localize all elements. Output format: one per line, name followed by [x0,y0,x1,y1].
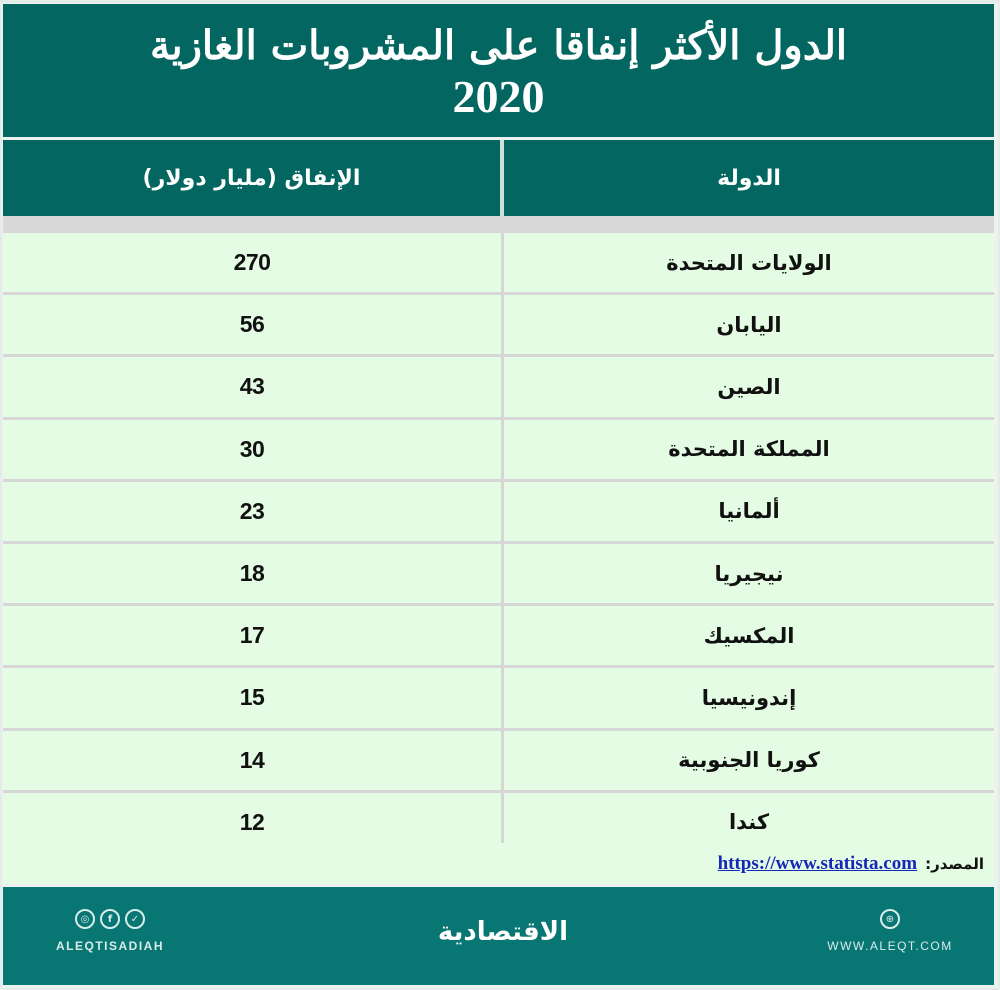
table-row [3,420,994,482]
country-cell: كندا [728,810,770,835]
spending-cell: 12 [239,808,265,835]
table-row [3,544,994,606]
table-header [3,140,994,216]
spending-cell: 14 [239,746,265,773]
spending-cell: 56 [239,311,265,338]
country-cell: كوريا الجنوبية [678,748,820,773]
website-block [815,909,965,953]
table-row [3,295,994,357]
country-cell: إندونيسيا [701,685,797,710]
social-handle: ALEQTISADIAH [56,939,164,953]
brand-logo: الاقتصادية [437,917,569,947]
country-cell: الولايات المتحدة [666,250,832,275]
spending-cell: 30 [239,435,265,462]
table-body [3,233,994,855]
website-url: WWW.ALEQT.COM [827,939,953,953]
spending-cell: 43 [239,373,265,400]
spending-cell: 270 [233,249,271,276]
spending-cell: 15 [239,684,265,711]
title-year: 2020 [452,70,545,122]
facebook-icon[interactable]: f [100,909,120,929]
spending-cell: 23 [239,497,265,524]
country-cell: الصين [717,374,781,399]
country-cell: المكسيك [703,623,795,648]
column-header-spending: الإنفاق (مليار دولار) [3,140,500,216]
country-cell: ألمانيا [718,499,780,524]
table-row [3,357,994,419]
country-cell: المملكة المتحدة [668,437,830,462]
table-row [3,668,994,730]
column-header-country: الدولة [504,140,994,216]
social-block [55,909,165,953]
title-block [3,4,994,137]
globe-icon: ⊕ [880,909,900,929]
country-cell: نيجيريا [714,561,784,586]
instagram-icon[interactable]: ◎ [75,909,95,929]
source-link[interactable]: https://www.statista.com [717,852,918,874]
spending-cell: 18 [239,560,265,587]
table-row [3,606,994,668]
country-cell: اليابان [716,312,782,337]
table-row [3,731,994,793]
spending-cell: 17 [239,622,265,649]
source-row [3,843,994,884]
table-row [3,482,994,544]
social-icons [55,909,165,929]
source-label: المصدر: [925,854,984,873]
twitter-icon[interactable]: ✓ [125,909,145,929]
header-spacer [3,216,994,233]
page-title: الدول الأكثر إنفاقا على المشروبات الغازية [150,21,847,69]
table-row [3,233,994,295]
footer [3,887,994,985]
